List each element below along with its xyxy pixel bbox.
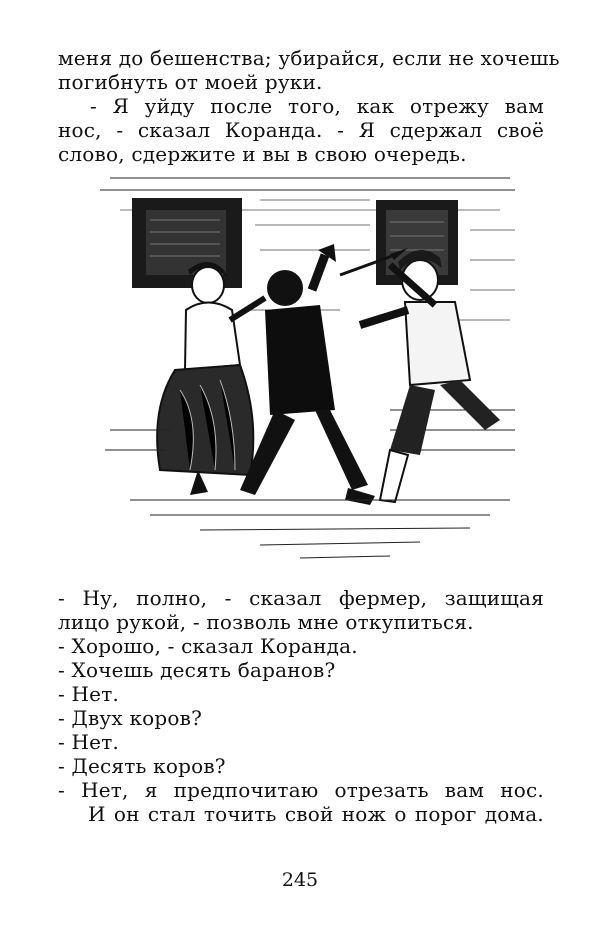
text-line: - Нет. xyxy=(58,682,120,706)
text-line: - Хочешь десять баранов? xyxy=(58,658,336,682)
text-line: - Десять коров? xyxy=(58,754,226,778)
text-line: - Двух коров? xyxy=(58,706,203,730)
text-line: - Хорошо, - сказал Коранда. xyxy=(58,634,358,658)
page-number: 245 xyxy=(281,869,319,891)
text-line: - Нет. xyxy=(58,730,120,754)
text-line: меня до бешенства; убирайся, если не хочешь xyxy=(58,46,560,70)
text-line: - Я уйду после того, как отрежу вам xyxy=(90,94,544,118)
text-line: - Ну, полно, - сказал фермер, защищая xyxy=(58,586,544,610)
text-line: нос, - сказал Коранда. - Я сдержал своё xyxy=(58,118,544,142)
text-line: - Нет, я предпочитаю отрезать вам нос. xyxy=(58,778,544,802)
text-line: И он стал точить свой нож о порог дома. xyxy=(88,802,544,826)
engraving-illustration-icon xyxy=(90,170,520,570)
text-line: погибнуть от моей руки. xyxy=(58,70,323,94)
text-line: лицо рукой, - позволь мне откупиться. xyxy=(58,610,474,634)
text-line: слово, сдержите и вы в свою очередь. xyxy=(58,142,467,166)
